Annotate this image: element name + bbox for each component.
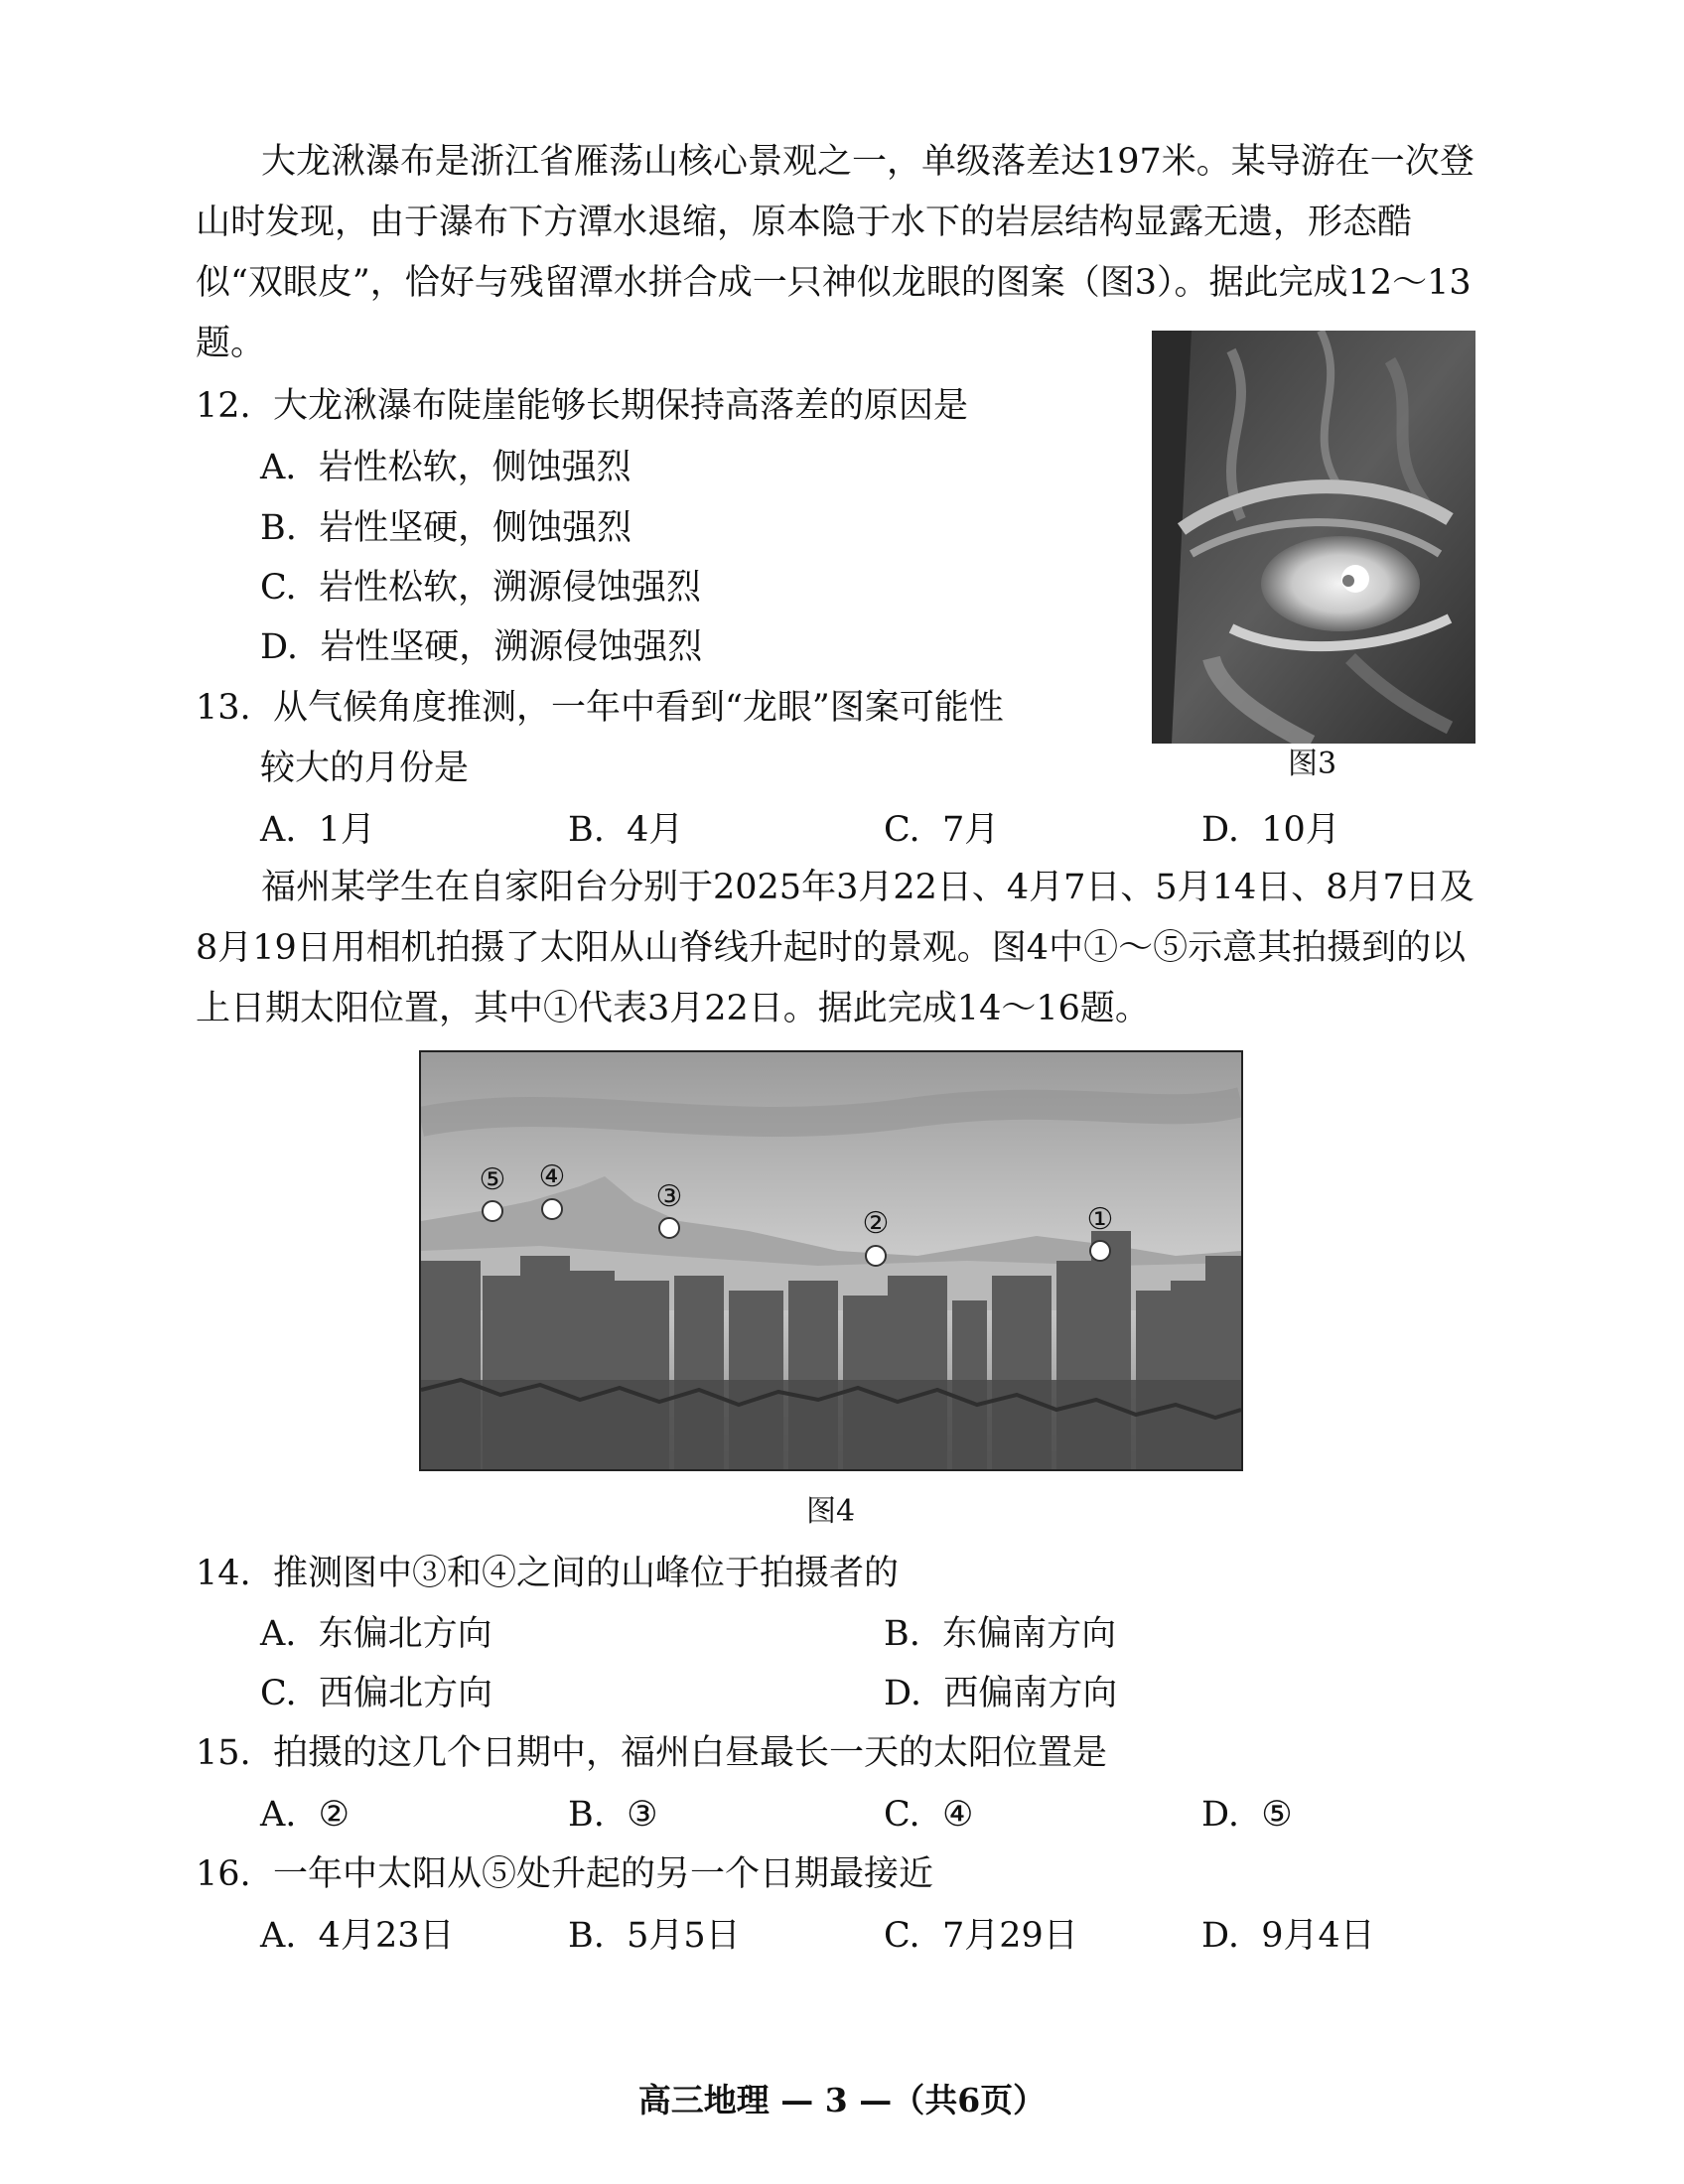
figure-3-caption: 图3 [1288, 747, 1337, 781]
marker-label-2: ② [862, 1206, 890, 1241]
figure-3-dragon-eye-photo [1152, 331, 1475, 744]
question-15-option-b[interactable]: B. ③ [568, 1795, 658, 1835]
question-15-option-a[interactable]: A. ② [260, 1795, 351, 1835]
passage-14-16: 福州某学生在自家阳台分别于2025年3月22日、4月7日、5月14日、8月7日及8月19日用相机拍摄了太阳从山脊线升起时的景观。图4中①～⑤示意其拍摄到的以上日期太阳位置，其中①代表3月22日。据此完成14～16题。 [196, 868, 1474, 1028]
question-13-option-b[interactable]: B. 4月 [568, 810, 684, 850]
question-12-option-a[interactable]: A. 岩性松软，侧蚀强烈 [260, 448, 632, 487]
marker-label-1: ① [1086, 1202, 1114, 1237]
figure-4-svg [421, 1052, 1241, 1469]
sun-position-2 [866, 1246, 886, 1266]
marker-label-5: ⑤ [479, 1162, 506, 1197]
figure-4-sunrise-photo [419, 1050, 1243, 1471]
sun-position-1 [1090, 1241, 1110, 1261]
question-15-option-d[interactable]: D. ⑤ [1201, 1795, 1293, 1835]
question-13-stem: 13. 从气候角度推测，一年中看到“龙眼”图案可能性 [196, 688, 1004, 728]
question-13-option-a[interactable]: A. 1月 [260, 810, 375, 850]
question-12-option-b[interactable]: B. 岩性坚硬，侧蚀强烈 [260, 508, 632, 548]
question-14-option-c[interactable]: C. 西偏北方向 [260, 1674, 492, 1713]
figure-4-caption: 图4 [806, 1494, 856, 1529]
question-14-option-a[interactable]: A. 东偏北方向 [260, 1614, 492, 1654]
question-15-stem: 15. 拍摄的这几个日期中，福州白昼最长一天的太阳位置是 [196, 1733, 1107, 1773]
question-14-stem: 14. 推测图中③和④之间的山峰位于拍摄者的 [196, 1554, 899, 1593]
sun-position-3 [659, 1218, 679, 1238]
question-16-option-b[interactable]: B. 5月5日 [568, 1916, 741, 1956]
question-16-option-d[interactable]: D. 9月4日 [1201, 1916, 1375, 1956]
marker-label-4: ④ [538, 1160, 566, 1194]
sun-position-5 [483, 1201, 502, 1221]
question-15-option-c[interactable]: C. ④ [884, 1795, 974, 1835]
question-16-option-c[interactable]: C. 7月29日 [884, 1916, 1078, 1956]
question-13-option-d[interactable]: D. 10月 [1201, 810, 1340, 850]
question-12-stem: 12. 大龙湫瀑布陡崖能够长期保持高落差的原因是 [196, 386, 968, 426]
passage-12-13: 大龙湫瀑布是浙江省雁荡山核心景观之一，单级落差达197米。某导游在一次登山时发现，由于瀑布下方潭水退缩，原本隐于水下的岩层结构显露无遗，形态酷似“双眼皮”，恰好与残留潭水拼合成一只神似龙眼的图案（图3）。据此完成12～13题。 [196, 142, 1474, 363]
question-13-option-c[interactable]: C. 7月 [884, 810, 1000, 850]
question-16-stem: 16. 一年中太阳从⑤处升起的另一个日期最接近 [196, 1854, 933, 1894]
question-12-option-c[interactable]: C. 岩性松软，溯源侵蚀强烈 [260, 568, 701, 608]
question-13-stem-cont: 较大的月份是 [260, 749, 470, 788]
question-12-option-d[interactable]: D. 岩性坚硬，溯源侵蚀强烈 [260, 627, 703, 667]
marker-label-3: ③ [655, 1179, 683, 1214]
page-footer: 高三地理 — 3 —（共6页） [637, 2081, 1047, 2119]
sun-position-4 [542, 1199, 562, 1219]
question-14-option-b[interactable]: B. 东偏南方向 [884, 1614, 1117, 1654]
question-14-option-d[interactable]: D. 西偏南方向 [884, 1674, 1118, 1713]
question-16-option-a[interactable]: A. 4月23日 [260, 1916, 455, 1956]
